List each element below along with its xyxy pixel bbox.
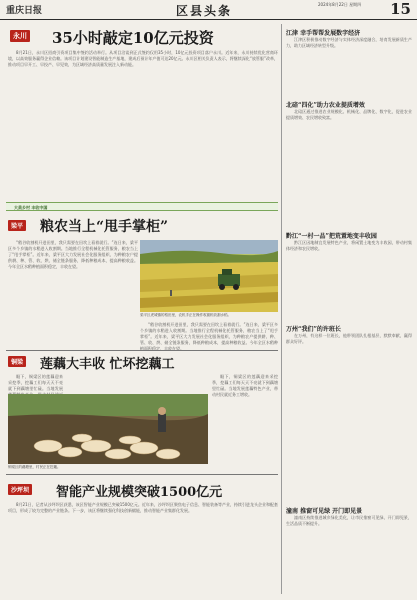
section-divider xyxy=(6,474,278,475)
side-body-beibei: 北碚区通过推进农业规模化、机械化、品牌化、数字化，促进农业提质增效、农民增收致富。 xyxy=(286,109,412,120)
headline-yongchuan: 35小时敲定10亿元投资 xyxy=(52,29,214,47)
harvest-photo-caption: 梁平区虎城镇的稻田里，农机手正在操作收割机收割水稻。 xyxy=(140,313,231,317)
headline-shapingba: 智能产业规模突破1500亿元 xyxy=(56,485,223,500)
harvest-photo-art xyxy=(140,240,278,312)
harvest-photo xyxy=(140,240,278,312)
lotus-root-photo xyxy=(8,394,208,464)
side-headline-tongnan: 潼南 推窗可见绿 开门即见景 xyxy=(286,508,363,515)
lotus-root-photo-art xyxy=(8,394,208,464)
masthead xyxy=(0,0,417,20)
lotus-root-photo-caption: 铜梁区的藕塘里，村民正在挖藕。 xyxy=(8,465,61,469)
side-body-jiangjin: 江津区积极推动数字经济与实体经济深度融合，培育发展新质生产力，助力区域经济转型升级。 xyxy=(286,37,412,48)
region-tag-tongliang: 铜梁 xyxy=(8,356,26,367)
section-title: 区县头条 xyxy=(176,4,233,18)
side-headline-beibei: 北碚“四化”助力农业提质增效 xyxy=(286,102,365,109)
article-body-yongchuan: 8月21日，永川区招商引资项目集中签约活动举行。从项目洽谈到正式签约仅用35小时，10亿元投资项目落户永川。近年来，永川持续优化营商环境，以高效服务赢得企业信赖。该项目计划建设智能制造生产基地，建成后预计年产值可达20亿元。永川区相关负责人表示，将继续深化“放管服”改革，推动项目早开工、早投产、早见效，为区域经济高质量发展注入新动能。 xyxy=(8,50,278,67)
side-headline-qianjiang: 黔江“一村一品”把荒置地变丰收园 xyxy=(286,233,377,240)
article-body-tongliang: 眼下，铜梁区的莲藕迎来采挖季，挖藕工们每天天不亮就下到藕塘里忙碌。当地发展 xyxy=(8,374,63,391)
feature-banner xyxy=(6,202,278,211)
banner-text: 大美乡村 丰收中国 xyxy=(14,205,48,210)
issue-date: 2024年8月22日 星期四 xyxy=(318,2,362,7)
paper-logo: 重庆日报 xyxy=(6,6,43,16)
headline-liangping: 粮农当上“甩手掌柜” xyxy=(40,219,169,235)
side-body-tongnan: 潼南区持续推进城乡绿化美化，让市民推窗可见绿、开门即见景，生活品质不断提升。 xyxy=(286,515,412,526)
headline-tongliang: 莲藕大丰收 忙坏挖藕工 xyxy=(40,357,175,372)
region-tag-liangping: 梁平 xyxy=(8,220,26,231)
column-divider xyxy=(281,24,282,594)
side-body-wanzhou: 在万州，有这样一位班长，他带领团队扎根基层，默默奉献，赢得群众好评。 xyxy=(286,333,412,344)
article-body-liangping-cont: “稻谷收割机开进田里，我只需要在田坎上看着就行。”连日来，梁平区多个乡镇的水稻进入收割期。当地推行全程机械化托管服务，粮农当上了“甩手掌柜”。近年来，梁平区大力发展社会化服务组织，为种粮农户提供耕、种、管、收、烘、储全链条服务，降低种粮成本，提高种粮收益。今年全区水稻种植面积稳定，丰收在望。 xyxy=(140,322,278,351)
article-body-shapingba: 8月21日，记者从沙坪坝区获悉，该区智能产业规模已突破1500亿元。近年来，沙坪坝区聚焦电子信息、智能装备等产业，持续引进龙头企业和配套项目，形成了较为完整的产业链条。下一步，该区将继续强化科技创新赋能，推动智能产业集群化发展。 xyxy=(8,502,278,513)
side-headline-wanzhou: 万州“我们”的许班长 xyxy=(286,326,341,333)
region-tag-shapingba: 沙坪坝 xyxy=(8,484,32,495)
region-tag-yongchuan: 永川 xyxy=(10,30,30,42)
side-headline-jiangjin: 江津 幸手帮帮发展数字经济 xyxy=(286,30,361,37)
article-body-liangping: “稻谷收割机开进田里，我只需要在田坎上看着就行。”连日来，梁平区多个乡镇的水稻进入收割期。当地推行全程机械化托管服务，粮农当上了“甩手掌柜”。近年来，梁平区大力发展社会化服务组织，为种粮农户提供耕、种、管、收、烘、储全链条服务，降低种粮成本，提高种粮收益。今年全区水稻种植面积稳定，丰收在望。 xyxy=(8,240,138,269)
section-divider xyxy=(6,350,278,351)
side-body-qianjiang: 黔江区因地制宜发展特色产业，将闲置土地变为丰收园，带动村集体经济和农民增收。 xyxy=(286,240,412,251)
article-body-tongliang-cont: 眼下，铜梁区的莲藕迎来采挖季，挖藕工们每天天不亮就下到藕塘里忙碌。当地发展莲藕特色产业，带动村民就近务工增收。 xyxy=(212,374,278,397)
page-number: 15 xyxy=(390,0,411,18)
